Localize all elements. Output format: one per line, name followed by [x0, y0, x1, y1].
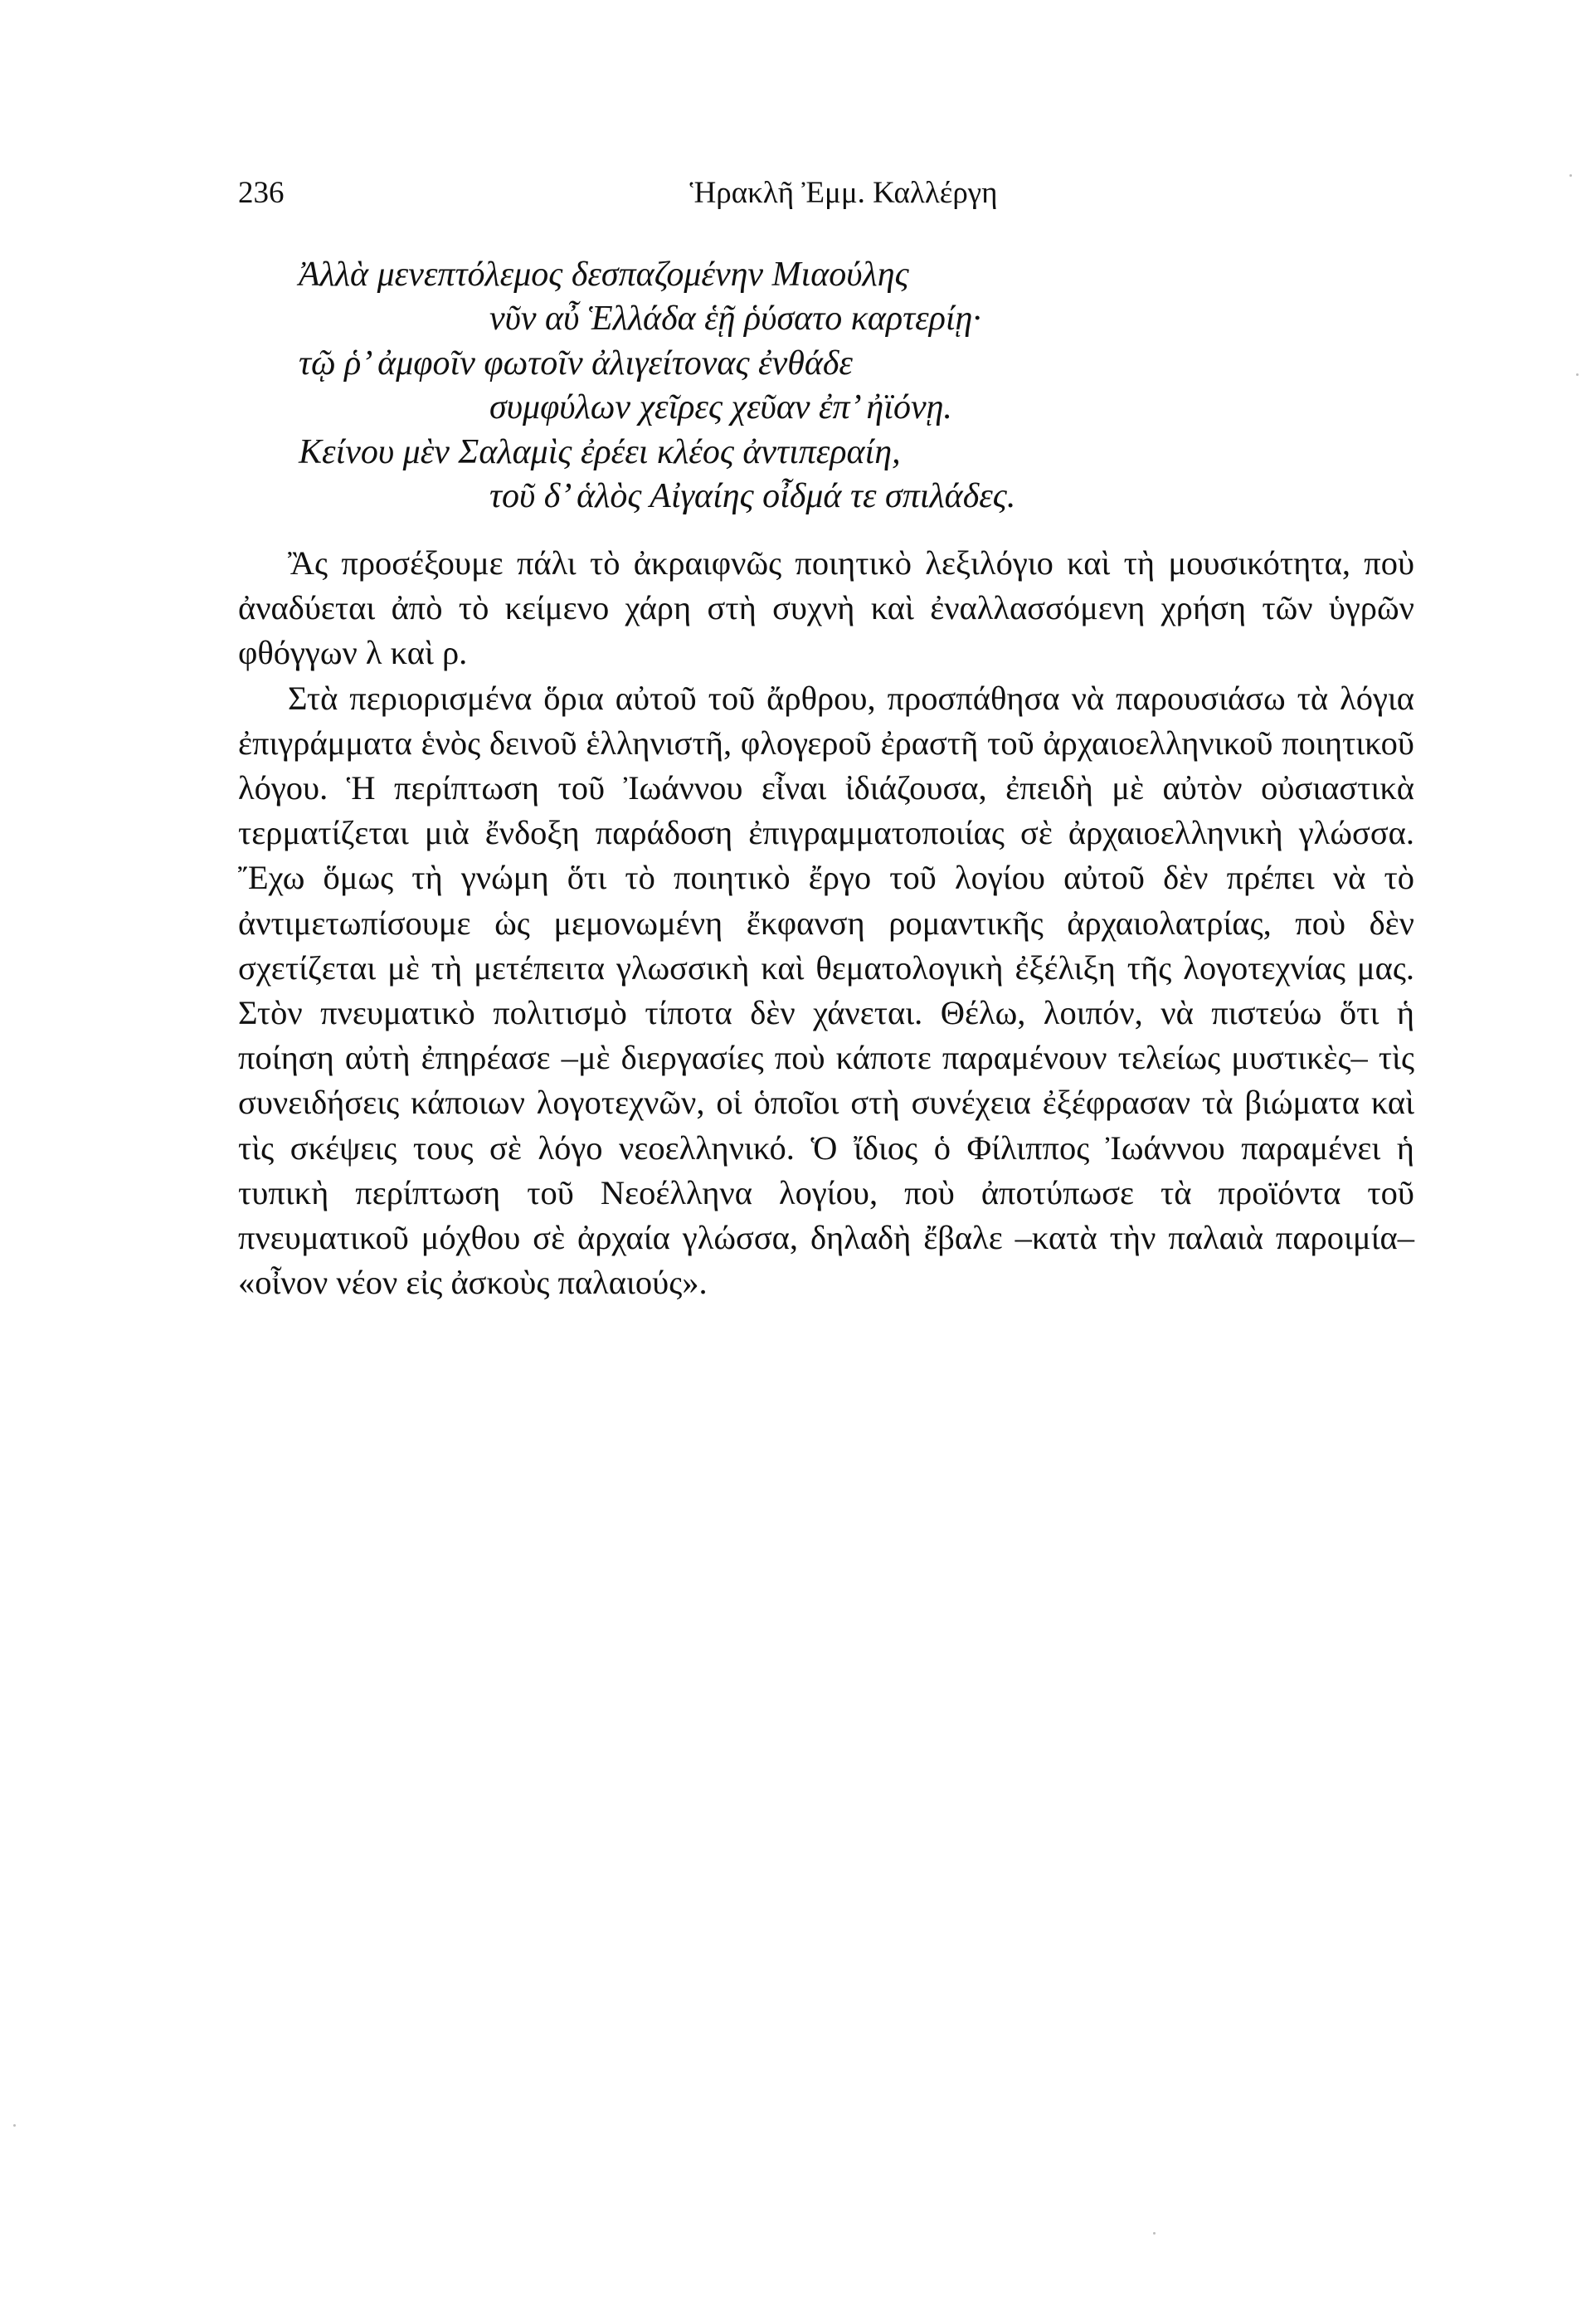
poem-line: συμφύλων χεῖρες χεῦαν ἐπ’ ἠϊόνῃ. — [489, 388, 952, 427]
poem-line: νῦν αὖ Ἑλλάδα ἑῇ ῥύσατο καρτερίῃ· — [489, 300, 981, 339]
poem-line: Κείνου μὲν Σαλαμὶς ἐρέει κλέος ἀντιπεραίη, — [299, 432, 901, 471]
poem-line: τῷ ῥ’ ἀμφοῖν φωτοῖν ἀλιγείτονας ἐνθάδε — [299, 344, 853, 383]
scan-speck — [1153, 2232, 1156, 2235]
scan-speck — [1576, 373, 1579, 376]
page-number: 236 — [238, 176, 285, 210]
poem-line: τοῦ δ’ ἁλὸς Αἰγαίης οἶδμά τε σπιλάδες. — [489, 477, 1016, 516]
running-head — [238, 173, 1416, 214]
scan-speck — [13, 2124, 16, 2127]
poem-line: Ἀλλὰ μενεπτόλεμος δεσπαζομένην Μιαούλης — [299, 256, 909, 294]
paragraph: Στὰ περιορισμένα ὅρια αὐτοῦ τοῦ ἄρθρου, προσπάθησα νὰ παρουσιάσω τὰ λόγια ἐπιγράμματα ἑνὸς δεινοῦ ἑλληνιστῆ, φλογεροῦ ἐραστῆ τοῦ ἀρχαιοελληνικοῦ ποιητικοῦ λόγου. Ἡ περίπτωση τοῦ Ἰωάννου εἶναι ἰδιάζουσα, ἐπειδὴ μὲ αὐτὸν οὐσιαστικὰ τερματίζεται μιὰ ἔνδοξη παράδοση ἐπιγραμματοποιίας σὲ ἀρχαιοελληνικὴ γλώσσα. Ἔχω ὅμως τὴ γνώμη ὅτι τὸ ποιητικὸ ἔργο τοῦ λογίου αὐτοῦ δὲν πρέπει νὰ τὸ ἀντιμετωπίσουμε ὡς μεμονωμένη ἔκφανση ρομαντικῆς ἀρχαιολατρίας, ποὺ δὲν σχετίζεται μὲ τὴ μετέπειτα γλωσσικὴ καὶ θεματολογικὴ ἐξέλιξη τῆς λογοτεχνίας μας. Στὸν πνευματικὸ πολιτισμὸ τίποτα δὲν χάνεται. Θέλω, λοιπόν, νὰ πιστεύω ὅτι ἡ ποίηση αὐτὴ ἐπηρέασε –μὲ διεργασίες ποὺ κάποτε παραμένουν τελείως μυστικὲς– τὶς συνειδήσεις κάποιων λογοτεχνῶν, οἱ ὁποῖοι στὴ συνέχεια ἐξέφρασαν τὰ βιώματα καὶ τὶς σκέψεις τους σὲ λόγο νεοελληνικό. Ὁ ἴδιος ὁ Φίλιππος Ἰωάννου παραμένει ἡ τυπικὴ περίπτωση τοῦ Νεοέλληνα λογίου, ποὺ ἀποτύπωσε τὰ προϊόντα τοῦ πνευματικοῦ μόχθου σὲ ἀρχαία γλώσσα, δηλαδὴ ἔβαλε –κατὰ τὴν παλαιὰ παροιμία– «οἶνον νέον εἰς ἀσκοὺς παλαιούς». — [238, 679, 1414, 1302]
running-title: Ἡρακλῆ Ἐμμ. Καλλέργη — [689, 176, 998, 210]
paragraph: Ἂς προσέξουμε πάλι τὸ ἀκραιφνῶς ποιητικὸ λεξιλόγιο καὶ τὴ μουσικότητα, ποὺ ἀναδύεται ἀπὸ τὸ κείμενο χάρη στὴ συχνὴ καὶ ἐναλλασσόμενη χρήση τῶν ὑγρῶν φθόγγων λ καὶ ρ. — [238, 544, 1414, 672]
scan-speck — [1569, 174, 1572, 177]
epigram-poem — [299, 253, 1294, 519]
body-text — [238, 541, 1414, 1305]
